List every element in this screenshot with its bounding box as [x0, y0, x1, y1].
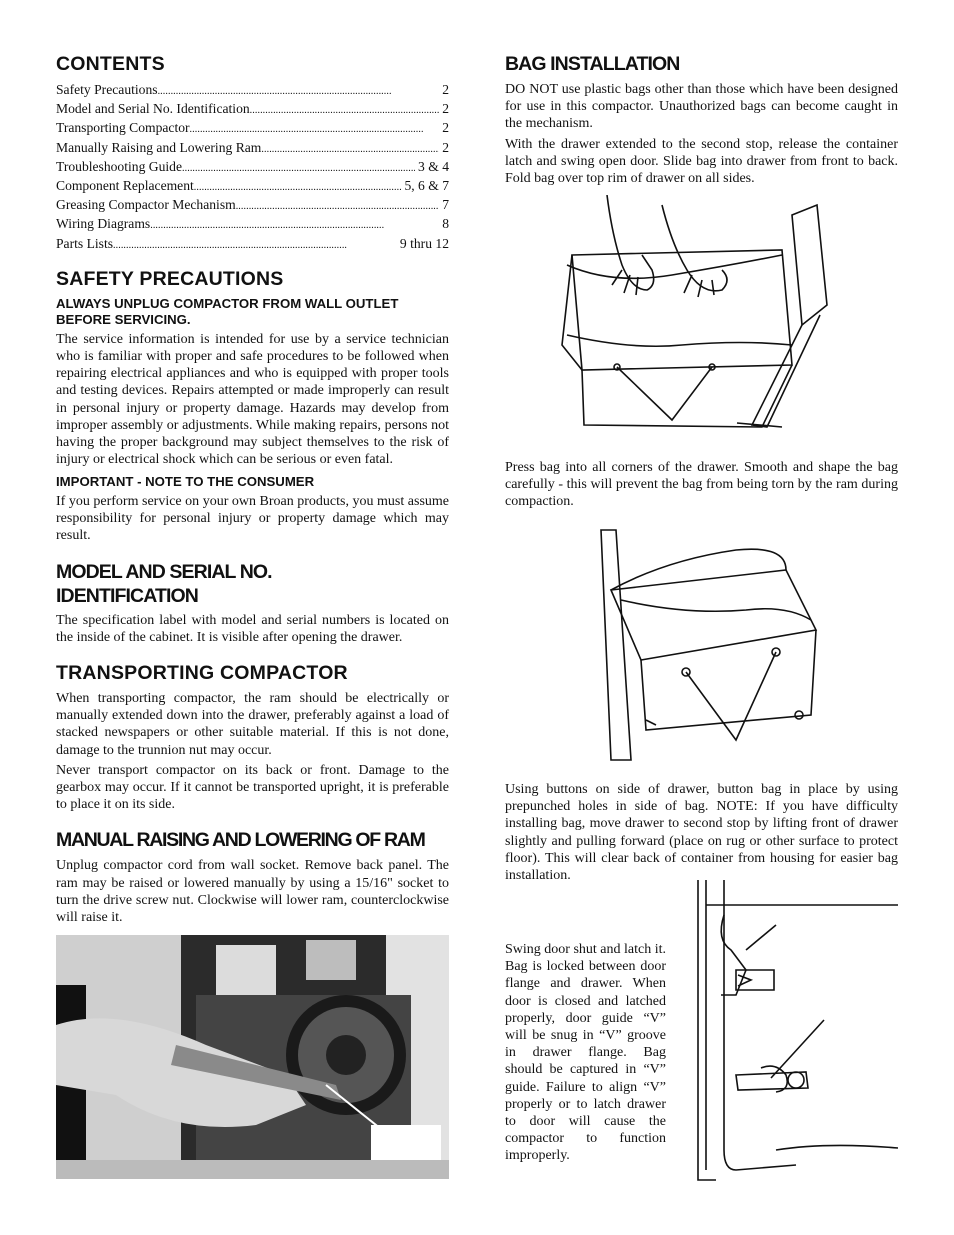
toc-item[interactable]: Model and Serial No. Identification . . . 2	[56, 100, 449, 119]
consumer-note-body: If you perform service on your own Broan products, you must assume responsibility for personal injury or property damage which may result.	[56, 493, 449, 544]
toc-item[interactable]: Transporting Compactor . . . 2	[56, 119, 449, 138]
door-latch-body: Swing door shut and latch it. Bag is locked between door flange and drawer. When door is closed and latched properly, door guide “V” will be snug in “V” groove in drawer flange. Bag should be captured in “V” guide. Failure to align “V” properly or to latch drawer to door will cause the compactor to function improperly.	[505, 942, 666, 1164]
transport-body-2: Never transport compactor on its back or front. Damage to the gearbox may occur. If it cannot be transported upright, it is preferable to place it on its side.	[56, 762, 449, 813]
door-latch-text	[505, 941, 666, 1168]
left-column	[56, 52, 449, 929]
toc-item[interactable]: Safety Precautions . . . 2	[56, 81, 449, 100]
bag-press-body: Press bag into all corners of the drawer. Smooth and shape the bag carefully - this will prevent the bag from being torn by the ram during compaction.	[505, 460, 898, 510]
manual-ram-body: Unplug compactor cord from wall socket. Remove back panel. The ram may be raised or lowered manually by using a 15/16" socket to turn the drive screw nut. Clockwise will lower ram, counterclockwise will raise it.	[56, 858, 449, 925]
bag-button-body: Using buttons on side of drawer, button bag in place by using prepunched holes in side of bag. NOTE: If you have difficulty installing bag, move drawer to second stop by lifting front of drawer slightly and pulling forward (place on rug or other surface to protect floor). This will clear back of container from housing for easier bag installation.	[505, 782, 898, 884]
safety-body: The service information is intended for use by a service technician who is familiar with proper and safe procedures to be followed when repairing electrical appliances and who is equipped with proper tools and testing devices. Repairs attempted or made improperly can result in personal injury or property damage. Hazards may develop from improper assembly or adjustments. While making repairs, persons not having the proper background may subject themselves to the risk of injury or electrical shock which can be serious or even fatal.	[56, 331, 449, 468]
bag-press-text	[505, 459, 898, 514]
right-column-top	[505, 52, 898, 190]
model-heading: MODEL AND SERIAL NO. IDENTIFICATION	[56, 560, 272, 607]
bag-slide-body: With the drawer extended to the second stop, release the container latch and swing open door. Slide bag into drawer from front to back. Fold bag over top rim of drawer on all sides.	[505, 136, 898, 187]
bag-button-text	[505, 781, 898, 887]
bag-warning-body: DO NOT use plastic bags other than those which have been designed for use in this compactor. Unauthorized bags can become caught in the mechanism.	[505, 82, 898, 132]
toc-item[interactable]: Component Replacement . . . 5, 6 & 7	[56, 177, 449, 196]
toc-item[interactable]: Manually Raising and Lowering Ram . . . 2	[56, 139, 449, 158]
toc-item[interactable]: Parts Lists . . . 9 thru 12	[56, 235, 449, 254]
drawer-buttons-illustration	[586, 520, 826, 765]
toc-item[interactable]: Troubleshooting Guide . . . 3 & 4	[56, 158, 449, 177]
safety-warning: ALWAYS UNPLUG COMPACTOR FROM WALL OUTLET BEFORE SERVICING.	[56, 295, 399, 328]
toc-item[interactable]: Greasing Compactor Mechanism . . . 7	[56, 196, 449, 215]
bag-installation-heading: BAG INSTALLATION	[505, 53, 680, 75]
ram-socket-photo	[56, 935, 449, 1179]
contents-heading: CONTENTS	[56, 53, 165, 75]
door-latch-illustration	[676, 880, 898, 1182]
table-of-contents	[56, 81, 449, 254]
safety-heading: SAFETY PRECAUTIONS	[56, 267, 284, 290]
model-body: The specification label with model and serial numbers is located on the inside of the cabinet. It is visible after opening the drawer.	[56, 612, 449, 645]
manual-ram-heading: MANUAL RAISING AND LOWERING OF RAM	[56, 829, 425, 852]
bag-drawer-hands-illustration	[552, 195, 832, 440]
toc-item[interactable]: Wiring Diagrams . . . 8	[56, 215, 449, 234]
consumer-note-heading: IMPORTANT - NOTE TO THE CONSUMER	[56, 474, 315, 490]
transport-body-1: When transporting compactor, the ram should be electrically or manually extended down into the drawer, preferably against a load of stacked newspapers or other suitable material. If this is not done, damage to the trunnion nut may occur.	[56, 690, 449, 758]
transport-heading: TRANSPORTING COMPACTOR	[56, 661, 348, 684]
